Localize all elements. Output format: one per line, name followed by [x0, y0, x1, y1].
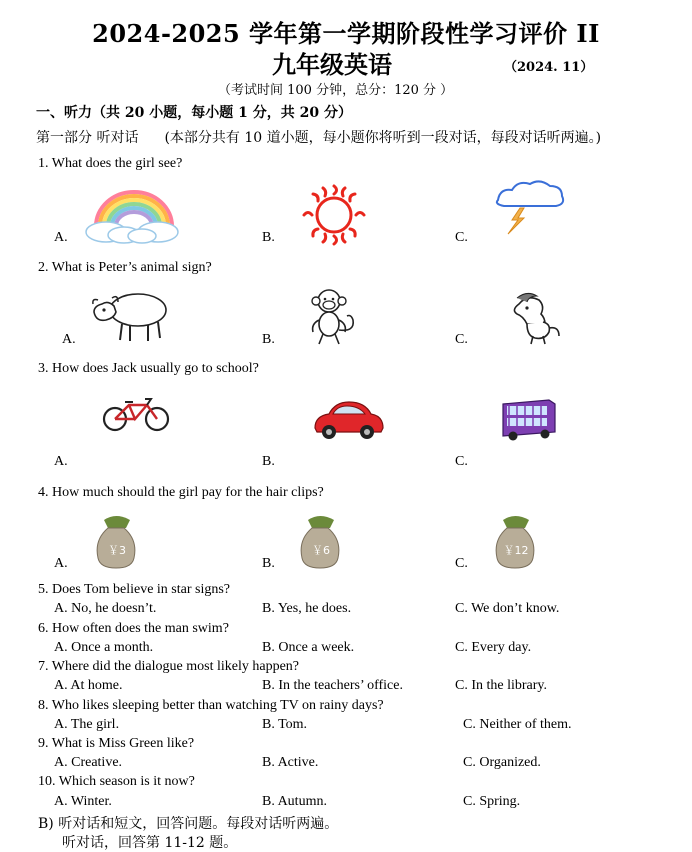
part-heading — [36, 127, 601, 147]
section-title: 一、听力（共 20 小题，每小题 1 分，共 20 分） — [36, 105, 352, 121]
option-b[interactable]: B. Autumn. — [262, 794, 327, 809]
option-b[interactable]: B. Yes, he does. — [262, 601, 352, 616]
option-label[interactable]: C. — [455, 230, 468, 245]
question-text: 10. Which season is it now? — [38, 774, 195, 789]
horse-icon — [505, 290, 565, 346]
question-text: 3. How does Jack usually go to school? — [38, 361, 259, 376]
option-b[interactable]: B. In the teachers’ office. — [262, 678, 403, 693]
question-text: 8. Who likes sleeping better than watching TV on rainy days? — [38, 698, 384, 713]
option-label[interactable]: C. — [455, 556, 468, 571]
thunderstorm-icon — [490, 178, 568, 236]
option-a[interactable]: A. Once a month. — [54, 640, 154, 655]
money-bag-icon — [493, 514, 539, 570]
money-bag-icon — [94, 514, 140, 570]
bag-price-label: ￥3 — [108, 544, 126, 557]
option-label[interactable]: B. — [262, 230, 275, 245]
option-b[interactable]: B. Active. — [262, 755, 319, 770]
section-b-subheading: 听对话，回答第 11-12 题。 — [62, 835, 238, 851]
question-text: 1. What does the girl see? — [38, 156, 183, 171]
option-a[interactable]: A. Creative. — [54, 755, 123, 770]
question-text: 6. How often does the man swim? — [38, 621, 229, 636]
option-b[interactable]: B. Once a week. — [262, 640, 355, 655]
option-label[interactable]: A. — [54, 454, 68, 469]
option-a[interactable]: A. Winter. — [54, 794, 112, 809]
option-b[interactable]: B. Tom. — [262, 717, 308, 732]
part-description: (本部分共有 10 道小题，每小题你将听到一段对话，每段对话听两遍。) — [164, 130, 602, 146]
option-c[interactable]: C. We don’t know. — [455, 601, 560, 616]
bag-price-label: ￥6 — [312, 544, 330, 557]
option-label[interactable]: A. — [54, 556, 68, 571]
page-title: 2024-2025 学年第一学期阶段性学习评价 II — [92, 19, 600, 48]
option-a[interactable]: A. At home. — [54, 678, 123, 693]
option-c[interactable]: C. Spring. — [463, 794, 521, 809]
option-label[interactable]: B. — [262, 332, 275, 347]
question-text: 9. What is Miss Green like? — [38, 736, 195, 751]
question-text: 5. Does Tom believe in star signs? — [38, 582, 231, 597]
option-label[interactable]: C. — [455, 332, 468, 347]
option-c[interactable]: C. In the library. — [455, 678, 548, 693]
car-icon — [309, 398, 385, 444]
bicycle-icon — [101, 395, 171, 433]
exam-date: （2024. 11） — [504, 60, 594, 75]
option-label[interactable]: C. — [455, 454, 468, 469]
option-a[interactable]: A. No, he doesn’t. — [54, 601, 157, 616]
question-text: 4. How much should the girl pay for the hair clips? — [38, 485, 324, 500]
option-c[interactable]: C. Every day. — [455, 640, 532, 655]
option-a[interactable]: A. The girl. — [54, 717, 120, 732]
money-bag-icon — [298, 514, 344, 570]
bus-icon — [499, 396, 559, 442]
bag-price-label: ￥12 — [503, 544, 529, 557]
option-label[interactable]: B. — [262, 454, 275, 469]
option-c[interactable]: C. Organized. — [463, 755, 541, 770]
sheep-icon — [90, 286, 172, 344]
option-label[interactable]: A. — [54, 230, 68, 245]
exam-info: （考试时间 100 分钟，总分：120 分 ） — [218, 83, 454, 98]
page-subtitle: 九年级英语 — [272, 50, 392, 79]
option-label[interactable]: A. — [62, 332, 76, 347]
section-b-instruction: B) 听对话和短文，回答问题。每段对话听两遍。 — [38, 816, 339, 832]
rainbow-icon — [84, 182, 184, 246]
option-c[interactable]: C. Neither of them. — [463, 717, 572, 732]
question-text: 2. What is Peter’s animal sign? — [38, 260, 212, 275]
sun-icon — [298, 181, 370, 249]
monkey-icon — [305, 286, 361, 348]
part-label: 第一部分 听对话 — [36, 130, 139, 146]
option-label[interactable]: B. — [262, 556, 275, 571]
question-text: 7. Where did the dialogue most likely happen? — [38, 659, 300, 674]
